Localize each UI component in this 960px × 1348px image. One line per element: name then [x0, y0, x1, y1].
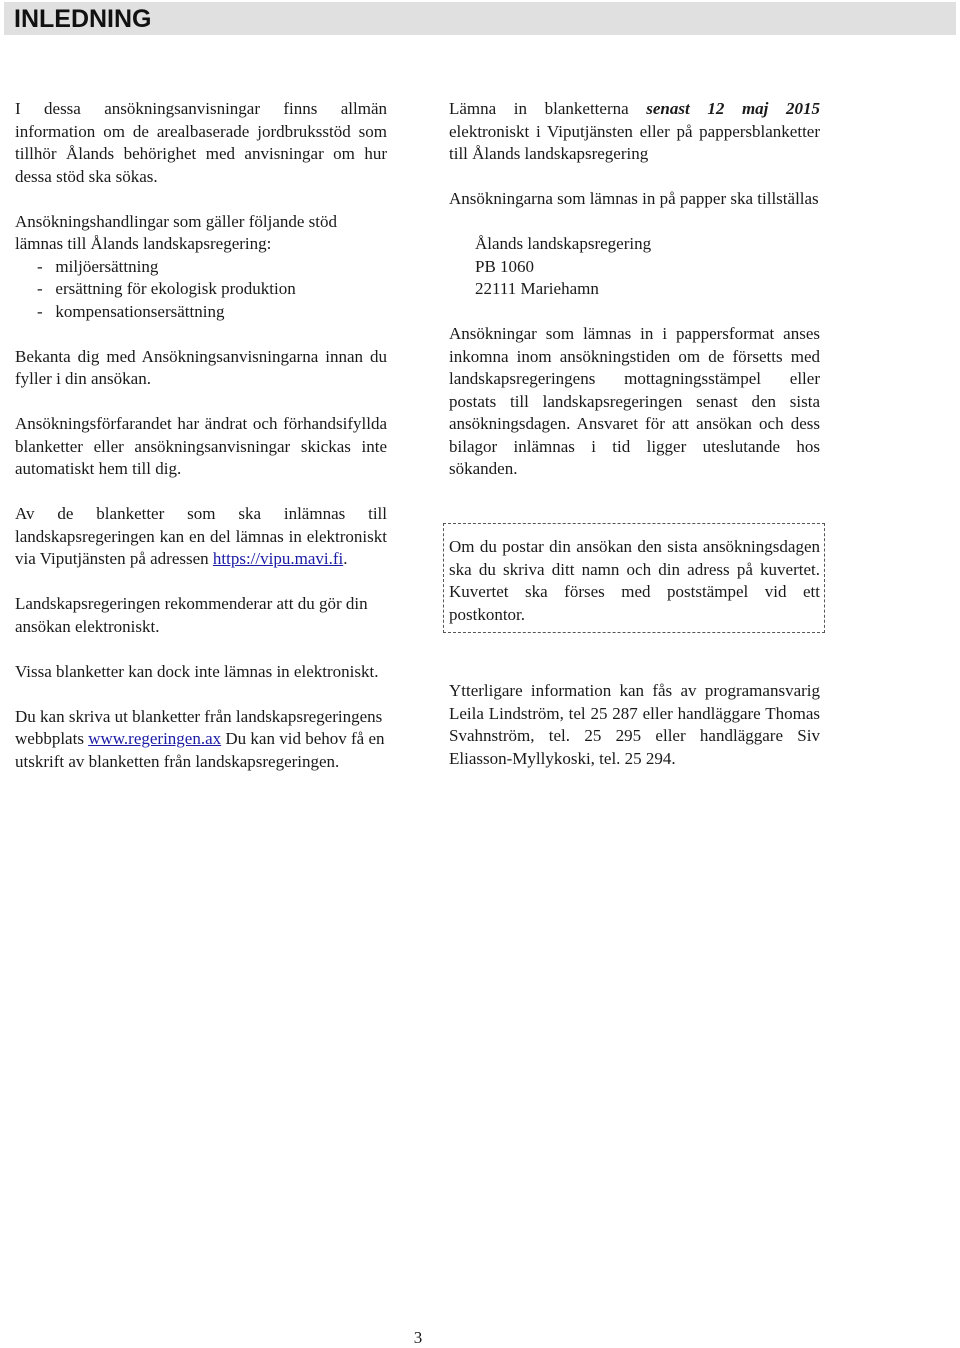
procedure-paragraph: Ansökningsförfarandet har ändrat och förhandsifyllda blanketter eller ansökningsanvisningar skickas inte automatiskt hem till dig.: [15, 414, 387, 478]
page-number: 3: [413, 1328, 423, 1347]
postal-address: [449, 233, 820, 301]
exception-paragraph: Vissa blanketter kan dock inte lämnas in elektroniskt.: [15, 661, 379, 681]
electronic-paragraph: Av de blanketter som ska inlämnas till landskapsregeringen kan en del lämnas in elektroniskt via Viputjänsten på adressen https://vipu.mavi.fi.: [15, 504, 387, 568]
support-list: [15, 256, 387, 324]
instructions-paragraph: Bekanta dig med Ansökningsanvisningarna innan du fyller i din ansökan.: [15, 346, 387, 388]
address-line: Ålands landskapsregering: [475, 234, 652, 253]
applications-paragraph: Ansökningshandlingar som gäller följande stöd lämnas till Ålands landskapsregering:: [15, 211, 338, 253]
address-line: 22111 Mariehamn: [475, 279, 599, 298]
deadline-paragraph: Lämna in blanketterna senast 12 maj 2015 elektroniskt i Viputjänsten eller på pappersblanketter till Ålands landskapsregering: [449, 99, 820, 163]
left-column: [15, 98, 387, 796]
list-item: - miljöersättning: [37, 256, 159, 276]
regeringen-link[interactable]: www.regeringen.ax: [88, 729, 222, 748]
deadline-date: senast 12 maj 2015: [646, 99, 820, 118]
address-line: PB 1060: [475, 256, 535, 276]
contact-paragraph: Ytterligare information kan fås av programansvarig Leila Lindström, tel 25 287 eller handläggare Thomas Svahnström, tel. 25 295 eller handläggare Siv Eliasson-Myllykoski, tel. 25 294.: [449, 681, 820, 768]
print-paragraph: Du kan skriva ut blanketter från landskapsregeringens webbplats www.regeringen.ax Du kan vid behov få en utskrift av blanketten från landskapsregeringen.: [15, 706, 385, 771]
notice-text: Om du postar din ansökan den sista ansökningsdagen ska du skriva ditt namn och din adress på kuvertet. Kuvertet ska förses med poststämpel vid ett postkontor.: [449, 537, 820, 624]
intro-paragraph: I dessa ansökningsanvisningar finns allmän information om de arealbaserade jordbruksstöd som tillhör Ålands behörighet med anvisningar om hur dessa stöd ska sökas.: [15, 99, 387, 186]
paper-format-paragraph: Ansökningar som lämnas in i pappersformat anses inkomna inom ansökningstiden om de försetts med landskapsregeringens mottagningsstämpel eller postats till landskapsregeringen senast den sista ansökningsdagen. Ansvaret för att ansökan och dess bilagor inlämnas i tid ligger uteslutande hos sökanden.: [449, 324, 820, 478]
paper-paragraph: Ansökningarna som lämnas in på papper ska tillställas: [449, 189, 819, 208]
vipu-link[interactable]: https://vipu.mavi.fi: [212, 549, 344, 568]
list-item: - kompensationsersättning: [37, 301, 225, 321]
header-bar: [4, 2, 956, 35]
list-item: - ersättning för ekologisk produktion: [37, 279, 296, 298]
right-column: [449, 98, 820, 503]
recommendation-paragraph: Landskapsregeringen rekommenderar att du gör din ansökan elektroniskt.: [15, 594, 368, 636]
page-title: INLEDNING: [14, 5, 152, 33]
